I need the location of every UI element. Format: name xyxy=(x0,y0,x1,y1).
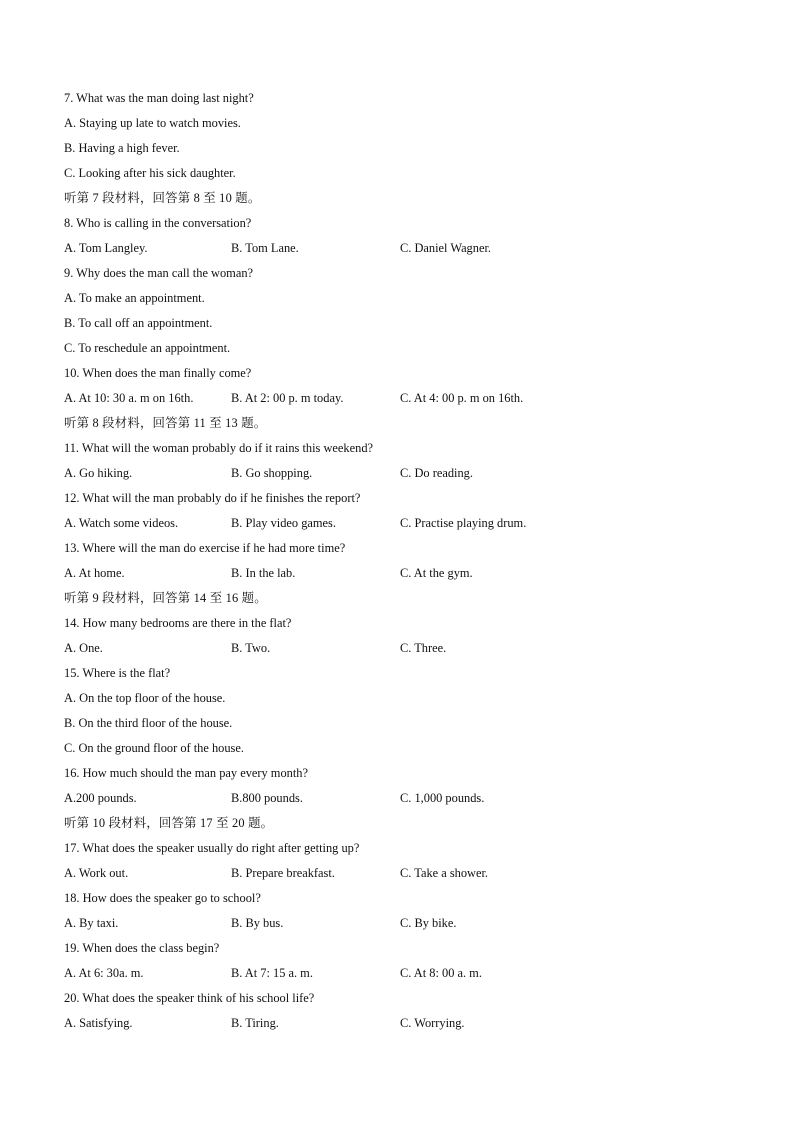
q20-option-a: A. Satisfying. xyxy=(64,1016,133,1030)
exam-page xyxy=(64,86,764,1036)
q17-options xyxy=(64,861,764,886)
q11-option-a: A. Go hiking. xyxy=(64,466,133,480)
q13-option-b: B. In the lab. xyxy=(231,566,296,580)
q18-options xyxy=(64,911,764,936)
q10-option-b: B. At 2: 00 p. m today. xyxy=(231,391,344,405)
question-20: 20. What does the speaker think of his school life? xyxy=(64,991,315,1005)
q7-option-c: C. Looking after his sick daughter. xyxy=(64,166,236,180)
q14-option-a: A. One. xyxy=(64,641,103,655)
question-17: 17. What does the speaker usually do right after getting up? xyxy=(64,841,360,855)
q19-option-b: B. At 7: 15 a. m. xyxy=(231,966,313,980)
question-19: 19. When does the class begin? xyxy=(64,941,220,955)
question-8: 8. Who is calling in the conversation? xyxy=(64,216,252,230)
question-9: 9. Why does the man call the woman? xyxy=(64,266,254,280)
q16-option-a: A.200 pounds. xyxy=(64,791,137,805)
question-7: 7. What was the man doing last night? xyxy=(64,91,254,105)
question-14: 14. How many bedrooms are there in the flat? xyxy=(64,616,292,630)
q18-option-a: A. By taxi. xyxy=(64,916,119,930)
q15-option-b: B. On the third floor of the house. xyxy=(64,716,233,730)
q14-option-c: C. Three. xyxy=(400,641,447,655)
question-18: 18. How does the speaker go to school? xyxy=(64,891,261,905)
q16-option-c: C. 1,000 pounds. xyxy=(400,791,485,805)
q10-option-c: C. At 4: 00 p. m on 16th. xyxy=(400,391,524,405)
q11-option-c: C. Do reading. xyxy=(400,466,473,480)
q18-option-c: C. By bike. xyxy=(400,916,457,930)
q9-option-b: B. To call off an appointment. xyxy=(64,316,213,330)
q9-option-c: C. To reschedule an appointment. xyxy=(64,341,231,355)
question-16: 16. How much should the man pay every month? xyxy=(64,766,308,780)
q13-option-c: C. At the gym. xyxy=(400,566,473,580)
q8-option-c: C. Daniel Wagner. xyxy=(400,241,491,255)
q9-option-a: A. To make an appointment. xyxy=(64,291,205,305)
q17-option-a: A. Work out. xyxy=(64,866,129,880)
section-heading-8: 听第 8 段材料，回答第 11 至 13 题。 xyxy=(64,416,267,430)
q17-option-b: B. Prepare breakfast. xyxy=(231,866,335,880)
q14-option-b: B. Two. xyxy=(231,641,271,655)
q8-option-b: B. Tom Lane. xyxy=(231,241,299,255)
question-11: 11. What will the woman probably do if it rains this weekend? xyxy=(64,441,374,455)
q19-option-c: C. At 8: 00 a. m. xyxy=(400,966,482,980)
q11-option-b: B. Go shopping. xyxy=(231,466,313,480)
q16-options xyxy=(64,786,764,811)
section-heading-9: 听第 9 段材料，回答第 14 至 16 题。 xyxy=(64,591,267,605)
question-15: 15. Where is the flat? xyxy=(64,666,171,680)
q17-option-c: C. Take a shower. xyxy=(400,866,489,880)
question-10: 10. When does the man finally come? xyxy=(64,366,252,380)
question-12: 12. What will the man probably do if he finishes the report? xyxy=(64,491,361,505)
q20-option-b: B. Tiring. xyxy=(231,1016,279,1030)
q12-options xyxy=(64,511,764,536)
q12-option-c: C. Practise playing drum. xyxy=(400,516,527,530)
q10-options xyxy=(64,386,764,411)
q18-option-b: B. By bus. xyxy=(231,916,284,930)
q14-options xyxy=(64,636,764,661)
q13-options xyxy=(64,561,764,586)
question-13: 13. Where will the man do exercise if he had more time? xyxy=(64,541,346,555)
q20-option-c: C. Worrying. xyxy=(400,1016,465,1030)
q8-options xyxy=(64,236,764,261)
q20-options xyxy=(64,1011,764,1036)
q10-option-a: A. At 10: 30 a. m on 16th. xyxy=(64,391,194,405)
q13-option-a: A. At home. xyxy=(64,566,125,580)
q7-option-b: B. Having a high fever. xyxy=(64,141,180,155)
q8-option-a: A. Tom Langley. xyxy=(64,241,148,255)
q15-option-a: A. On the top floor of the house. xyxy=(64,691,226,705)
q7-option-a: A. Staying up late to watch movies. xyxy=(64,116,241,130)
q12-option-b: B. Play video games. xyxy=(231,516,336,530)
q16-option-b: B.800 pounds. xyxy=(231,791,303,805)
q15-option-c: C. On the ground floor of the house. xyxy=(64,741,244,755)
q11-options xyxy=(64,461,764,486)
section-heading-10: 听第 10 段材料，回答第 17 至 20 题。 xyxy=(64,816,274,830)
q12-option-a: A. Watch some videos. xyxy=(64,516,179,530)
q19-options xyxy=(64,961,764,986)
q19-option-a: A. At 6: 30a. m. xyxy=(64,966,144,980)
section-heading-7: 听第 7 段材料，回答第 8 至 10 题。 xyxy=(64,191,261,205)
